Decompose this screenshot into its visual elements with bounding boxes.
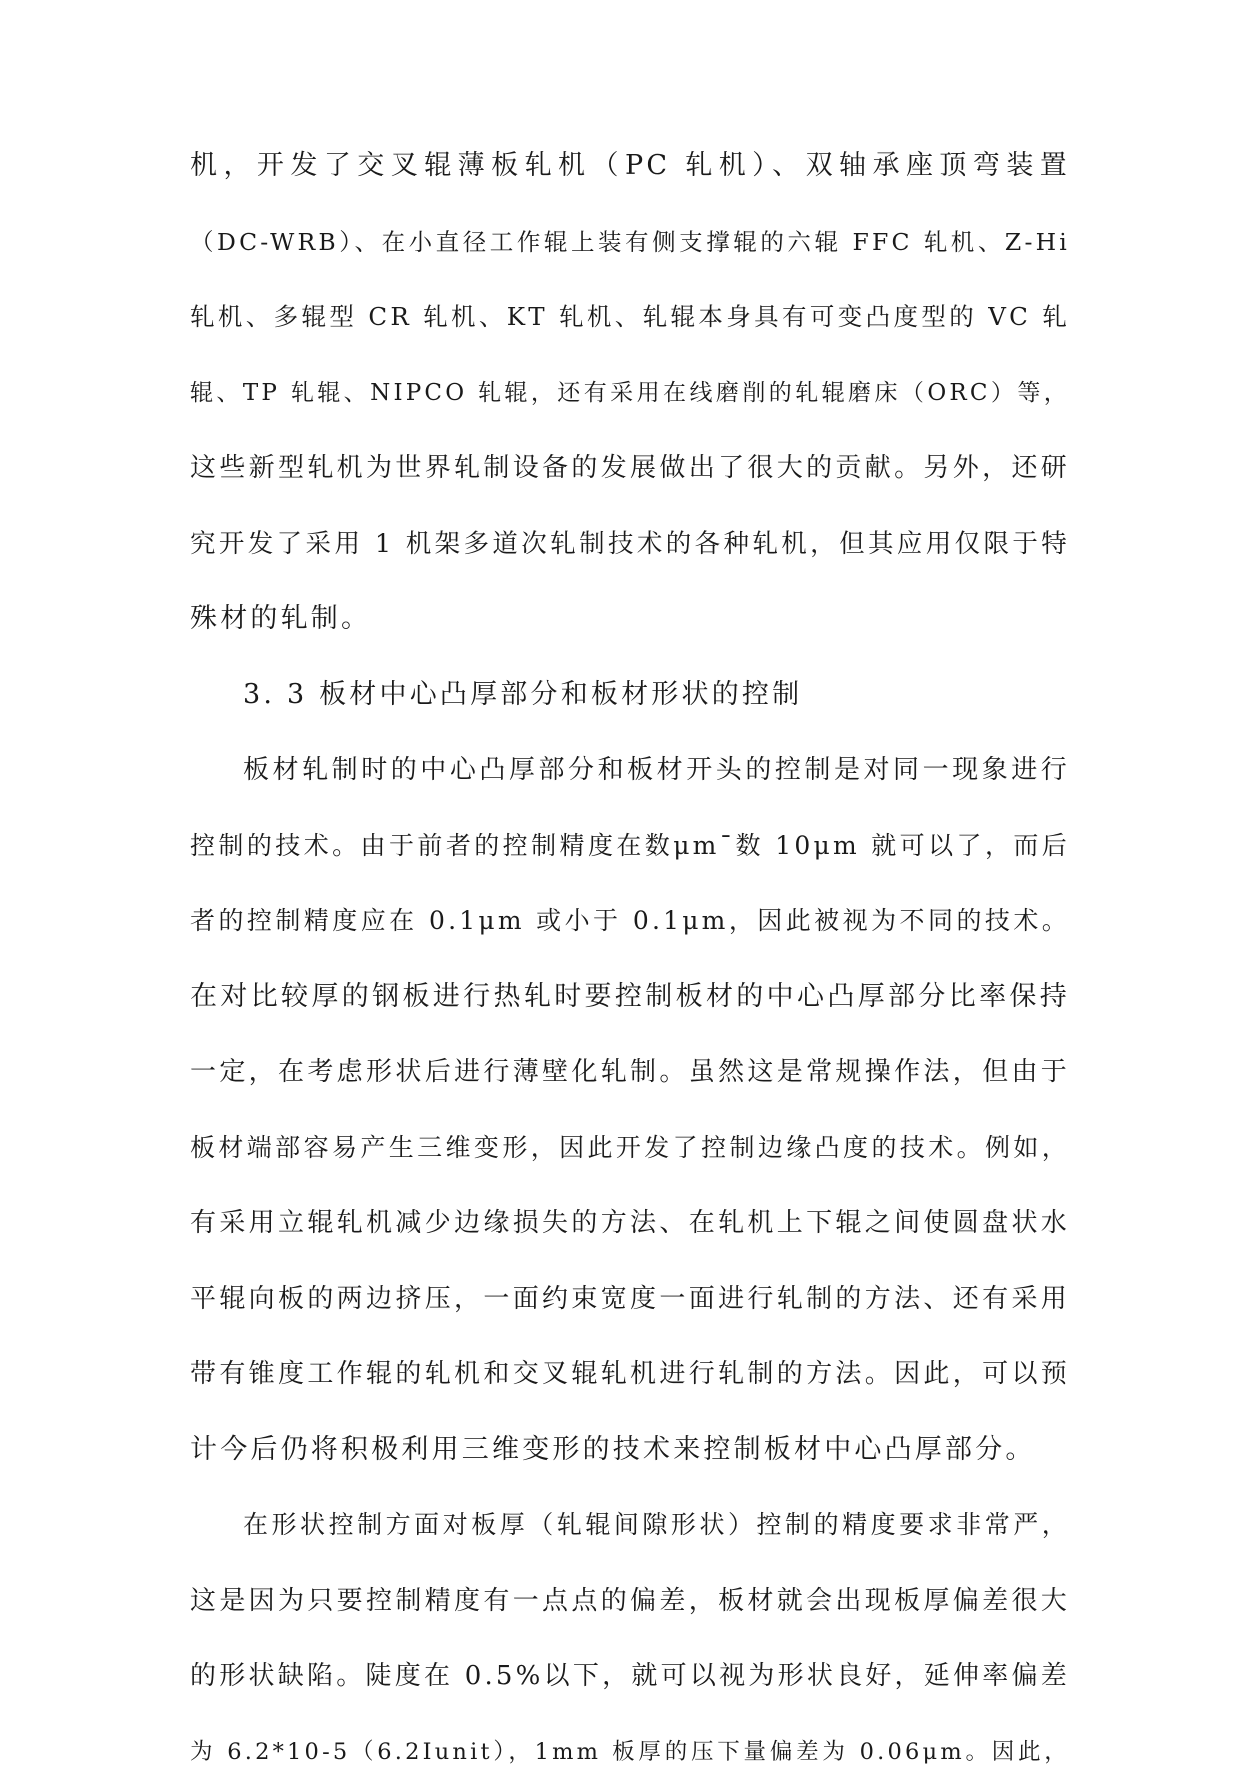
text-line: 为 6.2*10-5（6.2Iunit），1mm 板厚的压下量偏差为 0.06μm。因此， — [190, 1738, 1070, 1765]
text-line: 一定，在考虑形状后进行薄壁化轧制。虽然这是常规操作法，但由于 — [190, 1057, 1070, 1087]
section-heading: 3. 3 板材中心凸厚部分和板材形状的控制 — [243, 678, 803, 710]
text-line: 轧机、多辊型 CR 轧机、KT 轧机、轧辊本身具有可变凸度型的 VC 轧 — [190, 302, 1070, 331]
text-line: 板材端部容易产生三维变形，因此开发了控制边缘凸度的技术。例如， — [190, 1132, 1070, 1162]
text-line: 机，开发了交叉辊薄板轧机（PC 轧机）、双轴承座顶弯装置 — [190, 150, 1070, 181]
text-line: 带有锥度工作辊的轧机和交叉辊轧机进行轧制的方法。因此，可以预 — [190, 1359, 1070, 1389]
text-line: 究开发了采用 1 机架多道次轧制技术的各种轧机，但其应用仅限于特 — [190, 528, 1070, 559]
text-line: 在形状控制方面对板厚（轧辊间隙形状）控制的精度要求非常严， — [243, 1510, 1070, 1539]
text-line: 平辊向板的两边挤压，一面约束宽度一面进行轧制的方法、还有采用 — [190, 1283, 1070, 1314]
text-line: 在对比较厚的钢板进行热轧时要控制板材的中心凸厚部分比率保持 — [190, 980, 1070, 1012]
text-line: 辊、TP 轧辊、NIPCO 轧辊，还有采用在线磨削的轧辊磨床（ORC）等， — [190, 379, 1070, 406]
text-line: 者的控制精度应在 0.1μm 或小于 0.1μm，因此被视为不同的技术。 — [190, 906, 1070, 935]
text-line: （DC-WRB）、在小直径工作辊上装有侧支撑辊的六辊 FFC 轧机、Z-Hi — [190, 227, 1070, 256]
text-line: 板材轧制时的中心凸厚部分和板材开头的控制是对同一现象进行 — [243, 755, 1070, 785]
text-line: 这些新型轧机为世界轧制设备的发展做出了很大的贡献。另外，还研 — [190, 453, 1070, 483]
text-line: 殊材的轧制。 — [190, 603, 372, 634]
text-line: 计今后仍将积极利用三维变形的技术来控制板材中心凸厚部分。 — [190, 1433, 1036, 1465]
text-line: 有采用立辊轧机减少边缘损失的方法、在轧机上下辊之间使圆盘状水 — [190, 1208, 1070, 1238]
text-line: 这是因为只要控制精度有一点点的偏差，板材就会出现板厚偏差很大 — [190, 1585, 1070, 1616]
text-line: 控制的技术。由于前者的控制精度在数μm¯数 10μm 就可以了，而后 — [190, 830, 1070, 860]
text-line: 的形状缺陷。陡度在 0.5%以下，就可以视为形状良好，延伸率偏差 — [190, 1661, 1070, 1691]
